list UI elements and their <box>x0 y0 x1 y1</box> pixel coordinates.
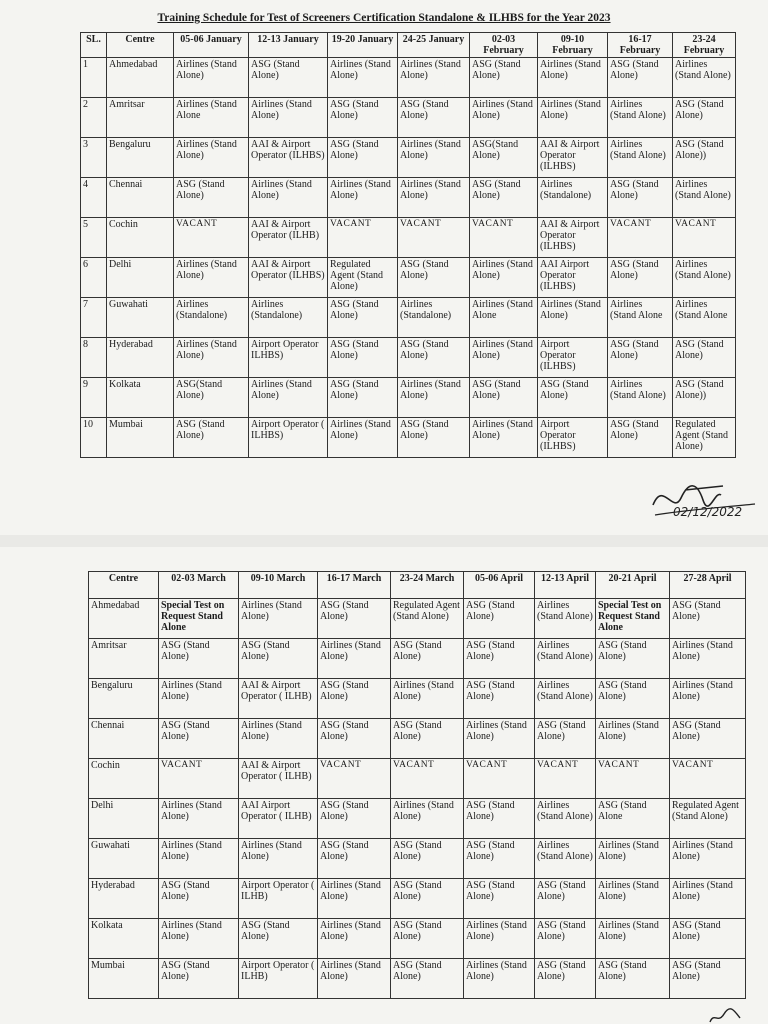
table-cell: Airlines (Stand Alone) <box>328 178 398 218</box>
table-cell: 3 <box>81 138 107 178</box>
table-cell: ASG (Stand Alone) <box>464 679 535 719</box>
table-cell: Airlines (Stand Alone) <box>464 719 535 759</box>
table-cell: VACANT <box>391 759 464 799</box>
table-row <box>89 919 746 959</box>
centre-cell: Hyderabad <box>107 338 174 378</box>
table-cell: Regulated Agent (Stand Alone) <box>391 599 464 639</box>
table-cell: VACANT <box>328 218 398 258</box>
table-cell: ASG (Stand Alone) <box>670 719 746 759</box>
table-cell: Airlines (Stand Alone <box>174 98 249 138</box>
table-cell: ASG (Stand Alone) <box>398 258 470 298</box>
table-cell: ASG (Stand Alone) <box>398 338 470 378</box>
table-cell: Airlines (Stand Alone) <box>538 58 608 98</box>
table-cell: ASG (Stand Alone) <box>535 879 596 919</box>
table-row <box>81 98 736 138</box>
table-cell: Airlines (Stand Alone) <box>673 178 736 218</box>
signature-date: 02/12/2022 <box>673 505 743 519</box>
column-header: 12-13 January <box>249 33 328 58</box>
schedule-table-jan-feb <box>80 32 736 458</box>
table-cell: 5 <box>81 218 107 258</box>
table-cell: Airlines (Stand Alone) <box>174 138 249 178</box>
schedule-table-mar-apr <box>88 571 746 999</box>
table-cell: Airlines (Stand Alone) <box>159 679 239 719</box>
table-cell: ASG (Stand Alone) <box>318 799 391 839</box>
column-header: SL. <box>81 33 107 58</box>
table-row <box>89 839 746 879</box>
table-cell: Airlines (Stand Alone) <box>318 959 391 999</box>
table-cell: Airlines (Stand Alone) <box>398 378 470 418</box>
table-cell: Airport Operator (ILHBS) <box>538 418 608 458</box>
table-cell: Airlines (Standalone) <box>174 298 249 338</box>
table-cell: ASG (Stand Alone) <box>608 58 673 98</box>
centre-cell: Bengaluru <box>107 138 174 178</box>
table-cell: ASG (Stand Alone) <box>391 959 464 999</box>
table-cell: Airlines (Stand Alone) <box>670 839 746 879</box>
table-row <box>81 418 736 458</box>
table-cell: ASG (Stand Alone) <box>328 298 398 338</box>
table-cell: Airport Operator ( ILHBS) <box>249 418 328 458</box>
centre-cell: Chennai <box>107 178 174 218</box>
table-cell: ASG (Stand Alone) <box>670 919 746 959</box>
centre-cell: Delhi <box>107 258 174 298</box>
table-cell: Airlines (Stand Alone) <box>174 338 249 378</box>
table-cell: ASG (Stand Alone <box>596 799 670 839</box>
table-cell: Airlines (Stand Alone) <box>318 919 391 959</box>
table-cell: Airlines (Stand Alone) <box>398 138 470 178</box>
table-cell: 8 <box>81 338 107 378</box>
centre-cell: Ahmedabad <box>107 58 174 98</box>
table-cell: Airlines (Stand Alone) <box>535 599 596 639</box>
table-cell: 7 <box>81 298 107 338</box>
column-header: 23-24 February <box>673 33 736 58</box>
centre-cell: Cochin <box>89 759 159 799</box>
table-cell: ASG (Stand Alone) <box>391 879 464 919</box>
table-row <box>89 639 746 679</box>
table-cell: Regulated Agent (Stand Alone) <box>673 418 736 458</box>
table-cell: ASG (Stand Alone) <box>464 839 535 879</box>
column-header: 20-21 April <box>596 572 670 599</box>
table-cell: ASG (Stand Alone) <box>538 378 608 418</box>
centre-cell: Kolkata <box>89 919 159 959</box>
table-header-row <box>81 33 736 58</box>
table-cell: Airlines (Stand Alone) <box>596 719 670 759</box>
table-cell: ASG (Stand Alone) <box>670 959 746 999</box>
table-cell: VACANT <box>596 759 670 799</box>
table-cell: ASG (Stand Alone) <box>391 919 464 959</box>
table-cell: Airlines (Stand Alone) <box>608 378 673 418</box>
table-cell: ASG (Stand Alone) <box>470 378 538 418</box>
table-cell: VACANT <box>670 759 746 799</box>
table-row <box>81 218 736 258</box>
table-cell: ASG (Stand Alone) <box>470 58 538 98</box>
table-cell: ASG (Stand Alone) <box>535 919 596 959</box>
table-cell: ASG(Stand Alone) <box>470 138 538 178</box>
table-cell: 6 <box>81 258 107 298</box>
column-header: 02-03 February <box>470 33 538 58</box>
table-cell: Airlines (Standalone) <box>538 178 608 218</box>
table-cell: Airlines (Stand Alone) <box>318 879 391 919</box>
table-row <box>89 679 746 719</box>
table-cell: ASG (Stand Alone) <box>608 338 673 378</box>
column-header: 02-03 March <box>159 572 239 599</box>
column-header: 05-06 April <box>464 572 535 599</box>
table-cell: Airlines (Stand Alone) <box>249 98 328 138</box>
table-cell: 9 <box>81 378 107 418</box>
table-cell: 4 <box>81 178 107 218</box>
table-cell: ASG (Stand Alone) <box>398 418 470 458</box>
table-cell: Regulated Agent (Stand Alone) <box>328 258 398 298</box>
table-cell: ASG (Stand Alone) <box>464 599 535 639</box>
table-cell: ASG (Stand Alone) <box>159 959 239 999</box>
table-cell: ASG (Stand Alone) <box>391 719 464 759</box>
table-cell: ASG (Stand Alone) <box>318 679 391 719</box>
centre-cell: Kolkata <box>107 378 174 418</box>
table-cell: ASG (Stand Alone) <box>249 58 328 98</box>
table-cell: Special Test on Request Stand Alone <box>596 599 670 639</box>
table-cell: ASG (Stand Alone) <box>398 98 470 138</box>
column-header: 16-17 February <box>608 33 673 58</box>
table-cell: Airlines (Stand Alone) <box>535 679 596 719</box>
table-cell: AAI & Airport Operator ( ILHB) <box>239 759 318 799</box>
centre-cell: Hyderabad <box>89 879 159 919</box>
table-row <box>89 959 746 999</box>
centre-cell: Mumbai <box>107 418 174 458</box>
table-cell: 10 <box>81 418 107 458</box>
table-cell: Airport Operator ILHBS) <box>249 338 328 378</box>
table-row <box>89 879 746 919</box>
table-cell: Airlines (Stand Alone) <box>398 178 470 218</box>
table-cell: ASG (Stand Alone) <box>670 599 746 639</box>
table-cell: Airlines (Stand Alone) <box>328 58 398 98</box>
table-cell: ASG (Stand Alone) <box>318 839 391 879</box>
table-cell: ASG (Stand Alone) <box>328 378 398 418</box>
document-title: Training Schedule for Test of Screeners Certification Standalone & ILHBS for the Year 2023 <box>157 12 611 24</box>
table-cell: Airlines (Stand Alone) <box>318 639 391 679</box>
table-cell: ASG (Stand Alone) <box>159 639 239 679</box>
table-cell: AAI Airport Operator ( ILHB) <box>239 799 318 839</box>
table-cell: Airlines (Stand Alone) <box>470 258 538 298</box>
table-row <box>81 298 736 338</box>
table-cell: ASG (Stand Alone) <box>328 338 398 378</box>
table-cell: 1 <box>81 58 107 98</box>
table-cell: ASG (Stand Alone) <box>608 178 673 218</box>
table-row <box>81 258 736 298</box>
table-cell: Airlines (Stand Alone) <box>670 879 746 919</box>
table-cell: VACANT <box>174 218 249 258</box>
table-cell: ASG (Stand Alone) <box>596 959 670 999</box>
centre-cell: Chennai <box>89 719 159 759</box>
table-cell: ASG (Stand Alone) <box>328 98 398 138</box>
table-cell: Airlines (Stand Alone) <box>596 839 670 879</box>
table-cell: Airlines (Stand Alone <box>608 298 673 338</box>
table-cell: AAI & Airport Operator ( ILHB) <box>239 679 318 719</box>
table-cell: Airlines (Stand Alone) <box>159 839 239 879</box>
centre-cell: Guwahati <box>89 839 159 879</box>
table-cell: ASG (Stand Alone) <box>239 639 318 679</box>
table-cell: Airlines (Stand Alone) <box>159 799 239 839</box>
table-cell: ASG (Stand Alone)) <box>673 138 736 178</box>
table-cell: Airlines (Stand Alone <box>470 298 538 338</box>
table-cell: Airport Operator ( ILHB) <box>239 879 318 919</box>
table-cell: Airlines (Stand Alone) <box>174 58 249 98</box>
column-header: Centre <box>89 572 159 599</box>
table-cell: VACANT <box>673 218 736 258</box>
column-header: 19-20 January <box>328 33 398 58</box>
table-cell: Airlines (Stand Alone) <box>538 298 608 338</box>
centre-cell: Guwahati <box>107 298 174 338</box>
table-header-row <box>89 572 746 599</box>
column-header: 24-25 January <box>398 33 470 58</box>
table-cell: Airlines (Stand Alone) <box>328 418 398 458</box>
table-cell: Regulated Agent (Stand Alone) <box>670 799 746 839</box>
table-cell: Airlines (Stand Alone) <box>391 679 464 719</box>
table-cell: Airlines (Standalone) <box>249 298 328 338</box>
table-cell: Airlines (Stand Alone) <box>673 258 736 298</box>
table-cell: AAI & Airport Operator (ILHB) <box>249 218 328 258</box>
table-cell: ASG (Stand Alone) <box>328 138 398 178</box>
table-cell: ASG (Stand Alone) <box>174 418 249 458</box>
table-cell: ASG (Stand Alone) <box>318 719 391 759</box>
table-cell: Airlines (Stand Alone) <box>159 919 239 959</box>
table-cell: Special Test on Request Stand Alone <box>159 599 239 639</box>
column-header: 12-13 April <box>535 572 596 599</box>
table-cell: ASG (Stand Alone) <box>673 338 736 378</box>
column-header: 23-24 March <box>391 572 464 599</box>
table-cell: VACANT <box>464 759 535 799</box>
column-header: Centre <box>107 33 174 58</box>
centre-cell: Delhi <box>89 799 159 839</box>
table-cell: ASG (Stand Alone) <box>159 879 239 919</box>
column-header: 16-17 March <box>318 572 391 599</box>
table-cell: VACANT <box>608 218 673 258</box>
table-cell: Airlines (Stand Alone) <box>608 98 673 138</box>
table-cell: Airlines (Stand Alone) <box>470 338 538 378</box>
table-row <box>81 378 736 418</box>
table-cell: ASG (Stand Alone) <box>464 879 535 919</box>
centre-cell: Bengaluru <box>89 679 159 719</box>
table-cell: Airlines (Stand Alone) <box>239 719 318 759</box>
table-row <box>81 178 736 218</box>
table-row <box>81 338 736 378</box>
table-cell: Airlines (Stand Alone) <box>398 58 470 98</box>
table-cell: ASG (Stand Alone) <box>596 639 670 679</box>
table-cell: Airlines (Stand Alone) <box>596 879 670 919</box>
table-cell: ASG (Stand Alone) <box>464 639 535 679</box>
table-cell: Airlines (Stand Alone) <box>538 98 608 138</box>
table-cell: Airlines (Stand Alone) <box>239 839 318 879</box>
table-cell: Airlines (Stand Alone) <box>249 178 328 218</box>
table-cell: ASG (Stand Alone) <box>239 919 318 959</box>
table-cell: Airlines (Stand Alone) <box>464 919 535 959</box>
table-cell: AAI & Airport Operator (ILHBS) <box>249 138 328 178</box>
column-header: 27-28 April <box>670 572 746 599</box>
table-cell: ASG (Stand Alone) <box>535 719 596 759</box>
centre-cell: Mumbai <box>89 959 159 999</box>
table-cell: ASG (Stand Alone) <box>608 418 673 458</box>
table-cell: Airlines (Stand Alone) <box>596 919 670 959</box>
centre-cell: Amritsar <box>107 98 174 138</box>
table-cell: ASG (Stand Alone) <box>470 178 538 218</box>
table-cell: AAI & Airport Operator (ILHBS) <box>249 258 328 298</box>
table-cell: AAI & Airport Operator (ILHBS) <box>538 218 608 258</box>
centre-cell: Cochin <box>107 218 174 258</box>
table-row <box>81 138 736 178</box>
table-cell: Airlines (Stand Alone) <box>608 138 673 178</box>
table-cell: ASG (Stand Alone) <box>159 719 239 759</box>
table-cell: Airlines (Stand Alone) <box>174 258 249 298</box>
centre-cell: Ahmedabad <box>89 599 159 639</box>
table-row <box>89 719 746 759</box>
table-row <box>89 599 746 639</box>
table-cell: ASG (Stand Alone) <box>174 178 249 218</box>
table-cell: Airlines (Stand Alone) <box>391 799 464 839</box>
table-cell: ASG (Stand Alone)) <box>673 378 736 418</box>
table-cell: VACANT <box>535 759 596 799</box>
table-cell: Airport Operator (ILHBS) <box>538 338 608 378</box>
table-cell: AAI Airport Operator (ILHBS) <box>538 258 608 298</box>
signature-icon <box>645 460 765 530</box>
table-cell: VACANT <box>318 759 391 799</box>
column-header: 05-06 January <box>174 33 249 58</box>
table-cell: ASG(Stand Alone) <box>174 378 249 418</box>
table-cell: VACANT <box>159 759 239 799</box>
table-cell: Airport Operator ( ILHB) <box>239 959 318 999</box>
column-header: 09-10 February <box>538 33 608 58</box>
table-cell: Airlines (Stand Alone) <box>239 599 318 639</box>
table-cell: VACANT <box>470 218 538 258</box>
table-cell: Airlines (Stand Alone) <box>535 799 596 839</box>
table-cell: Airlines (Stand Alone) <box>673 58 736 98</box>
table-cell: ASG (Stand Alone) <box>464 799 535 839</box>
table-row <box>89 759 746 799</box>
table-cell: Airlines (Stand Alone) <box>670 639 746 679</box>
table-cell: Airlines (Stand Alone) <box>464 959 535 999</box>
table-cell: AAI & Airport Operator (ILHBS) <box>538 138 608 178</box>
table-cell: Airlines (Stand Alone) <box>249 378 328 418</box>
table-cell: Airlines (Stand Alone <box>673 298 736 338</box>
signature-mark-icon <box>700 1002 760 1024</box>
table-cell: ASG (Stand Alone) <box>318 599 391 639</box>
centre-cell: Amritsar <box>89 639 159 679</box>
table-cell: Airlines (Stand Alone) <box>670 679 746 719</box>
table-cell: Airlines (Stand Alone) <box>535 839 596 879</box>
table-cell: ASG (Stand Alone) <box>391 839 464 879</box>
table-cell: ASG (Stand Alone) <box>535 959 596 999</box>
table-cell: ASG (Stand Alone) <box>608 258 673 298</box>
table-cell: ASG (Stand Alone) <box>391 639 464 679</box>
table-row <box>81 58 736 98</box>
page-gap <box>0 535 768 547</box>
table-cell: 2 <box>81 98 107 138</box>
table-cell: Airlines (Standalone) <box>398 298 470 338</box>
table-cell: Airlines (Stand Alone) <box>470 98 538 138</box>
table-cell: ASG (Stand Alone) <box>596 679 670 719</box>
table-cell: Airlines (Stand Alone) <box>470 418 538 458</box>
column-header: 09-10 March <box>239 572 318 599</box>
table-cell: ASG (Stand Alone) <box>673 98 736 138</box>
table-cell: Airlines (Stand Alone) <box>535 639 596 679</box>
table-cell: VACANT <box>398 218 470 258</box>
table-row <box>89 799 746 839</box>
